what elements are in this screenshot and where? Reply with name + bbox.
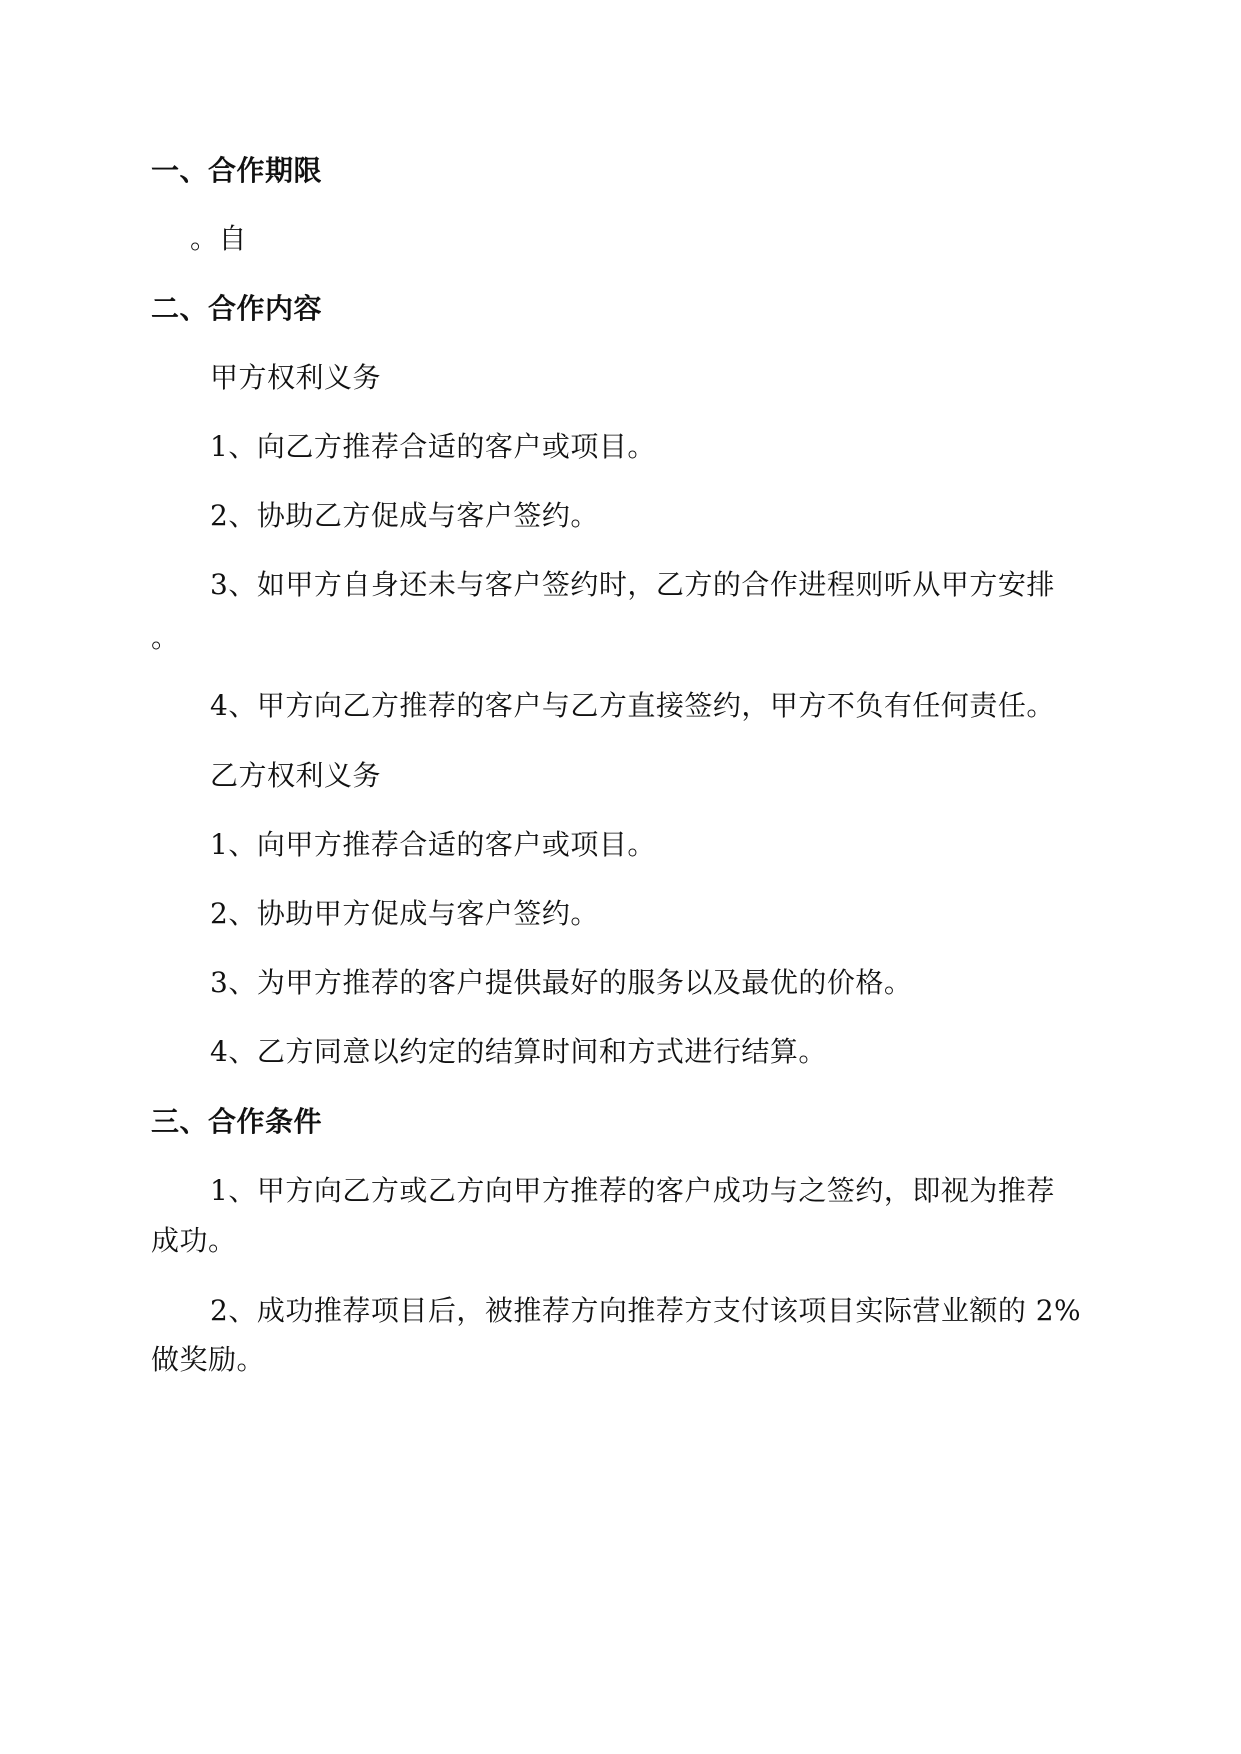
condition-item-1: 1、甲方向乙方或乙方向甲方推荐的客户成功与之签约，即视为推荐 bbox=[210, 1174, 1055, 1207]
party-a-item-2: 2、协助乙方促成与客户签约。 bbox=[210, 499, 599, 532]
section-heading-content: 二、合作内容 bbox=[151, 292, 323, 325]
party-b-item-4: 4、乙方同意以约定的结算时间和方式进行结算。 bbox=[210, 1035, 827, 1068]
term-text: 。自 bbox=[190, 222, 248, 255]
party-b-title: 乙方权利义务 bbox=[210, 759, 382, 792]
section-heading-term: 一、合作期限 bbox=[151, 154, 323, 187]
party-a-item-3: 3、如甲方自身还未与客户签约时，乙方的合作进程则听从甲方安排 bbox=[210, 568, 1055, 601]
section-heading-conditions: 三、合作条件 bbox=[151, 1105, 323, 1138]
condition-item-2-continued: 做奖励。 bbox=[151, 1343, 266, 1376]
party-b-item-1: 1、向甲方推荐合适的客户或项目。 bbox=[210, 828, 656, 861]
party-a-item-1: 1、向乙方推荐合适的客户或项目。 bbox=[210, 430, 656, 463]
party-b-item-2: 2、协助甲方促成与客户签约。 bbox=[210, 897, 599, 930]
condition-item-1-continued: 成功。 bbox=[151, 1224, 237, 1257]
party-a-item-4: 4、甲方向乙方推荐的客户与乙方直接签约，甲方不负有任何责任。 bbox=[210, 689, 1055, 722]
party-a-title: 甲方权利义务 bbox=[210, 361, 382, 394]
party-a-item-3-continued: 。 bbox=[151, 621, 180, 654]
condition-item-2: 2、成功推荐项目后，被推荐方向推荐方支付该项目实际营业额的 2% bbox=[210, 1294, 1082, 1327]
party-b-item-3: 3、为甲方推荐的客户提供最好的服务以及最优的价格。 bbox=[210, 966, 913, 999]
